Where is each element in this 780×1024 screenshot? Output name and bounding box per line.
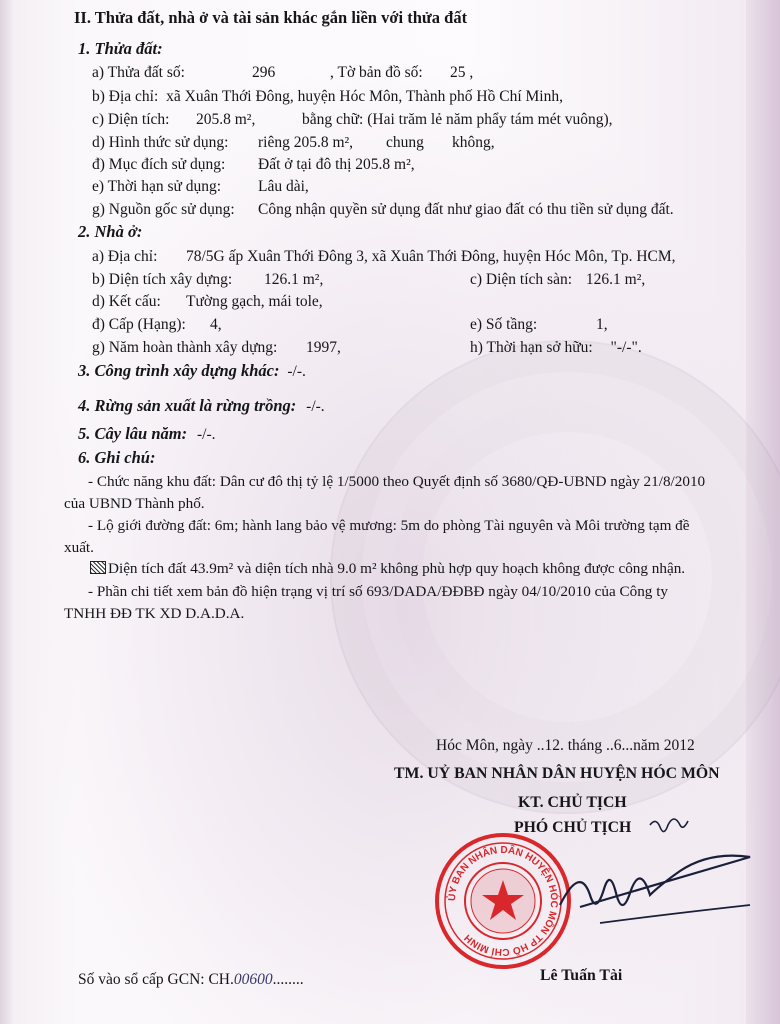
forest-row (78, 396, 325, 417)
note-2-line-1: - Lộ giới đường đất: 6m; hành lang bảo vệ mương: 5m do phòng Tài nguyên và Môi trường tạm đề (88, 517, 690, 534)
house-floors-value: 1, (596, 316, 608, 333)
land-area-value: 205.8 m², (196, 111, 256, 128)
land-heading: 1. Thửa đất: (78, 39, 163, 58)
registry-number-row (78, 970, 304, 990)
issuing-authority: TM. UỶ BAN NHÂN DÂN HUYỆN HÓC MÔN (394, 765, 720, 782)
land-area-row (92, 110, 613, 130)
house-address-value: 78/5G ấp Xuân Thới Đông 3, xã Xuân Thới Đông, huyện Hóc Môn, Tp. HCM, (186, 248, 676, 265)
section-title: II. Thửa đất, nhà ở và tài sản khác gắn liền với thửa đất (74, 8, 468, 27)
usage-form-label: d) Hình thức sử dụng: (92, 134, 229, 151)
map-sheet-value: 25 , (450, 64, 474, 81)
usage-purpose-label: đ) Mục đích sử dụng: (92, 156, 226, 173)
land-number-value: 296 (252, 64, 276, 81)
note-1-line-2: của UBND Thành phố. (64, 495, 205, 512)
house-ownership-row (470, 338, 642, 358)
usage-origin-value: Công nhận quyền sử dụng đất như giao đất có thu tiền sử dụng đất. (258, 201, 674, 218)
usage-purpose-value: Đất ở tại đô thị 205.8 m², (258, 156, 415, 173)
land-address-value: xã Xuân Thới Đông, huyện Hóc Môn, Thành phố Hồ Chí Minh, (166, 88, 563, 105)
other-works-row (78, 361, 306, 382)
forest-value: -/-. (306, 398, 325, 415)
house-completion-label: g) Năm hoàn thành xây dựng: (92, 339, 278, 356)
house-ownership-label: h) Thời hạn sở hữu: (470, 339, 593, 356)
notes-heading: 6. Ghi chú: (78, 448, 156, 467)
house-floor-area-value: 126.1 m², (585, 271, 646, 288)
note-2-line-2: xuất. (64, 539, 94, 556)
house-heading: 2. Nhà ở: (78, 222, 143, 241)
house-structure-value: Tường gạch, mái tole, (186, 293, 323, 310)
usage-form-row (92, 133, 495, 153)
handwritten-signature (540, 805, 760, 955)
usage-shared-value: không, (452, 134, 495, 151)
land-number-label: a) Thửa đất số: (92, 64, 185, 81)
note-4-line-1: - Phần chi tiết xem bản đồ hiện trạng vị trí số 693/DADA/ĐĐBĐ ngày 04/10/2010 của Công ty (88, 583, 669, 600)
usage-private: riêng 205.8 m², (258, 134, 354, 151)
perennial-value: -/-. (196, 426, 216, 443)
note-4-line-2: TNHH ĐĐ TK XD D.A.D.A. (64, 605, 245, 622)
house-grade-label: đ) Cấp (Hạng): (92, 316, 186, 333)
forest-label: 4. Rừng sản xuất là rừng trồng: (78, 396, 297, 415)
signer-role-1: KT. CHỦ TỊCH (518, 794, 627, 811)
page-edge-left (0, 0, 14, 1024)
house-structure-label: d) Kết cấu: (92, 293, 161, 310)
signer-name: Lê Tuấn Tài (540, 967, 623, 984)
other-works-value: -/-. (287, 363, 306, 380)
hatched-area-legend-icon (90, 561, 106, 574)
house-completion-row (92, 338, 341, 358)
land-number-row (92, 63, 474, 83)
house-floors-row (470, 315, 608, 335)
land-area-words: bằng chữ: (Hai trăm lẻ năm phẩy tám mét vuông), (302, 111, 613, 128)
usage-term-row (92, 177, 309, 197)
house-floor-area-row (470, 270, 645, 290)
seal-text: ỦY BAN NHÂN DÂN HUYỆN HÓC MÔN TP HỒ CHÍ MINH (446, 844, 560, 958)
note-3-row (90, 559, 685, 579)
house-completion-value: 1997, (306, 339, 341, 356)
usage-origin-label: g) Nguồn gốc sử dụng: (92, 201, 235, 218)
house-build-area-label: b) Diện tích xây dựng: (92, 271, 233, 288)
perennial-row (78, 424, 216, 445)
land-address-label: b) Địa chỉ: (92, 88, 159, 105)
map-sheet-label: , Tờ bản đồ số: (330, 64, 423, 81)
note-1-line-1: - Chức năng khu đất: Dân cư đô thị tỷ lệ 1/5000 theo Quyết định số 3680/QĐ-UBND ngày 21/8/2010 (88, 473, 706, 490)
house-structure-row (92, 292, 323, 312)
note-3-text: Diện tích đất 43.9m² và diện tích nhà 9.0 m² không phù hợp quy hoạch không được công nhận. (108, 560, 686, 577)
house-floor-area-label: c) Diện tích sàn: (470, 271, 573, 288)
usage-origin-row (92, 200, 674, 220)
other-works-label: 3. Công trình xây dựng khác: (78, 361, 280, 380)
house-address-label: a) Địa chỉ: (92, 248, 158, 265)
house-grade-row (92, 315, 222, 335)
usage-term-label: e) Thời hạn sử dụng: (92, 178, 222, 195)
usage-term-value: Lâu dài, (258, 178, 309, 195)
house-address-row (92, 247, 676, 267)
house-ownership-value: "-/-". (610, 339, 642, 356)
perennial-label: 5. Cây lâu năm: (78, 424, 188, 443)
registry-number-label: Số vào sổ cấp GCN: CH. (78, 971, 234, 988)
usage-shared-label: chung (386, 134, 424, 151)
house-build-area-row (92, 270, 324, 290)
house-grade-value: 4, (210, 316, 222, 333)
house-floors-label: e) Số tầng: (470, 316, 538, 333)
usage-purpose-row (92, 155, 415, 175)
land-address-row (92, 87, 563, 107)
registry-number-value: 00600 (233, 971, 273, 988)
issue-date: Hóc Môn, ngày ..12. tháng ..6...năm 2012 (436, 737, 695, 754)
house-build-area-value: 126.1 m², (264, 271, 324, 288)
land-area-label: c) Diện tích: (92, 111, 170, 128)
signer-role-2: PHÓ CHỦ TỊCH (514, 819, 632, 836)
registry-number-dots: ........ (272, 971, 304, 988)
